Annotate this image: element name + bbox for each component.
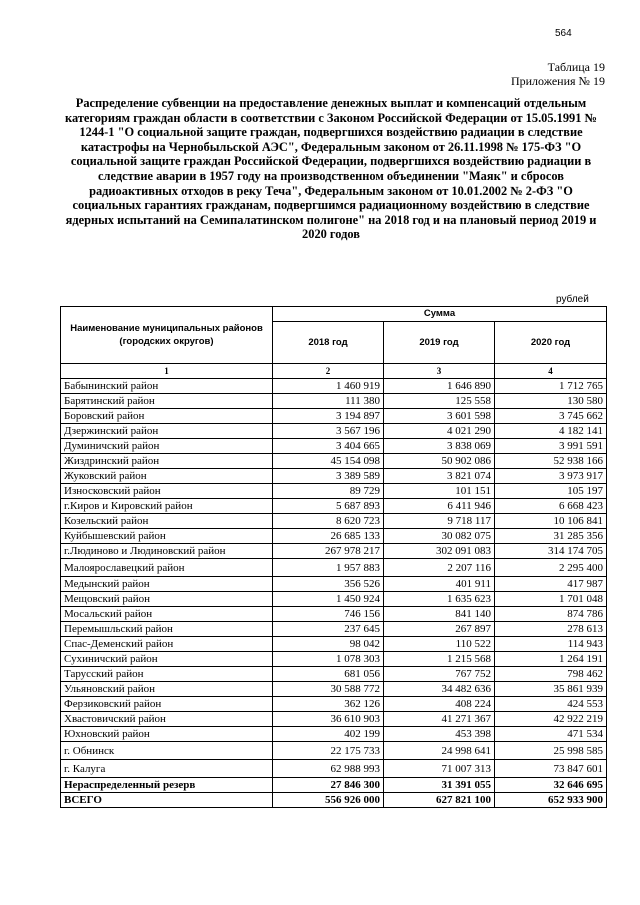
district-name-cell: Сухиничский район xyxy=(61,652,273,667)
amount-2018-cell: 1 078 303 xyxy=(273,652,384,667)
amount-2019-cell: 3 601 598 xyxy=(384,409,495,424)
column-number: 3 xyxy=(384,364,495,379)
district-name-cell: Малоярославецкий район xyxy=(61,559,273,577)
table-row xyxy=(61,607,607,622)
district-name-cell: Думиничский район xyxy=(61,439,273,454)
amount-2019-cell: 3 838 069 xyxy=(384,439,495,454)
amount-2018-cell: 3 194 897 xyxy=(273,409,384,424)
amount-2018-cell: 1 450 924 xyxy=(273,592,384,607)
table-row xyxy=(61,454,607,469)
amount-2020-cell: 35 861 939 xyxy=(495,682,607,697)
district-name-cell: Боровский район xyxy=(61,409,273,424)
district-name-cell: Хвастовичский район xyxy=(61,712,273,727)
amount-2019-cell: 1 215 568 xyxy=(384,652,495,667)
amount-2019-cell: 4 021 290 xyxy=(384,424,495,439)
table-row xyxy=(61,697,607,712)
subvention-table xyxy=(60,306,607,808)
amount-2019-cell: 408 224 xyxy=(384,697,495,712)
amount-2020-cell: 874 786 xyxy=(495,607,607,622)
amount-2018-cell: 36 610 903 xyxy=(273,712,384,727)
district-name-cell: Перемышльский район xyxy=(61,622,273,637)
amount-2019-cell: 1 646 890 xyxy=(384,379,495,394)
amount-2020-cell: 73 847 601 xyxy=(495,760,607,778)
amount-2018-cell: 3 567 196 xyxy=(273,424,384,439)
amount-2020-cell: 52 938 166 xyxy=(495,454,607,469)
district-name-cell: Ульяновский район xyxy=(61,682,273,697)
amount-2018-cell: 98 042 xyxy=(273,637,384,652)
district-name-cell: Дзержинский район xyxy=(61,424,273,439)
district-name-cell: Износковский район xyxy=(61,484,273,499)
amount-2020-cell: 4 182 141 xyxy=(495,424,607,439)
amount-2019-cell: 302 091 083 xyxy=(384,544,495,559)
amount-2020-cell: 6 668 423 xyxy=(495,499,607,514)
amount-2019-cell: 24 998 641 xyxy=(384,742,495,760)
district-name-cell: Медынский район xyxy=(61,577,273,592)
amount-2019-cell: 71 007 313 xyxy=(384,760,495,778)
table-row xyxy=(61,592,607,607)
amount-2019-cell: 453 398 xyxy=(384,727,495,742)
amount-2020-cell: 114 943 xyxy=(495,637,607,652)
table-row xyxy=(61,727,607,742)
district-name-cell: Спас-Деменский район xyxy=(61,637,273,652)
amount-2018-cell: 26 685 133 xyxy=(273,529,384,544)
amount-2020-cell: 1 712 765 xyxy=(495,379,607,394)
amount-2018-cell: 8 620 723 xyxy=(273,514,384,529)
district-name-cell: г.Киров и Кировский район xyxy=(61,499,273,514)
amount-2018-cell: 3 404 665 xyxy=(273,439,384,454)
district-name-cell: Бабынинский район xyxy=(61,379,273,394)
amount-2018-cell: 22 175 733 xyxy=(273,742,384,760)
table-reference xyxy=(455,60,605,88)
amount-2018-cell: 362 126 xyxy=(273,697,384,712)
district-name-cell: Тарусский район xyxy=(61,667,273,682)
district-name-cell: ВСЕГО xyxy=(61,793,273,808)
table-row xyxy=(61,682,607,697)
amount-2018-cell: 746 156 xyxy=(273,607,384,622)
table-row xyxy=(61,622,607,637)
district-name-cell: г. Обнинск xyxy=(61,742,273,760)
amount-2018-cell: 111 380 xyxy=(273,394,384,409)
amount-2020-cell: 42 922 219 xyxy=(495,712,607,727)
header-name: Наименование муниципальных районов (городских округов) xyxy=(61,307,273,364)
amount-2019-cell: 267 897 xyxy=(384,622,495,637)
district-name-cell: Мосальский район xyxy=(61,607,273,622)
total-row xyxy=(61,793,607,808)
district-name-cell: Нераспределенный резерв xyxy=(61,778,273,793)
amount-2019-cell: 767 752 xyxy=(384,667,495,682)
amount-2020-cell: 3 973 917 xyxy=(495,469,607,484)
amount-2018-cell: 267 978 217 xyxy=(273,544,384,559)
amount-2019-cell: 125 558 xyxy=(384,394,495,409)
table-row xyxy=(61,409,607,424)
district-name-cell: Козельский район xyxy=(61,514,273,529)
amount-2020-cell: 278 613 xyxy=(495,622,607,637)
document-title: Распределение субвенции на предоставление денежных выплат и компенсаций отдельным категориям граждан области в соответствии с Законом Российской Федерации от 15.05.1991 № 1244-1 "О социальной защите граждан, подвергшихся воздействию радиации в следствие катастрофы на Чернобыльской АЭС", Федеральным законом от 26.11.1998 № 175-ФЗ "О социальной защите граждан Российской Федерации, подвергшихся воздействию радиации в следствие аварии в 1957 году на производственном объединении "Маяк" и сбросов радиоактивных отходов в реку Теча", Федеральным законом от 10.01.2002 № 2-ФЗ "О социальных гарантиях гражданам, подвергшимся радиационному воздействию в следствие ядерных испытаний на Семипалатинском полигоне" на 2018 год и на плановый период 2019 и 2020 годов xyxy=(65,96,597,242)
table-row xyxy=(61,559,607,577)
amount-2020-cell: 25 998 585 xyxy=(495,742,607,760)
amount-2020-cell: 1 264 191 xyxy=(495,652,607,667)
amount-2020-cell: 1 701 048 xyxy=(495,592,607,607)
amount-2018-cell: 1 460 919 xyxy=(273,379,384,394)
amount-2019-cell: 50 902 086 xyxy=(384,454,495,469)
table-row xyxy=(61,469,607,484)
amount-2019-cell: 3 821 074 xyxy=(384,469,495,484)
table-row xyxy=(61,742,607,760)
amount-2019-cell: 9 718 117 xyxy=(384,514,495,529)
header-2020: 2020 год xyxy=(495,322,607,364)
amount-2018-cell: 1 957 883 xyxy=(273,559,384,577)
amount-2018-cell: 356 526 xyxy=(273,577,384,592)
table-row xyxy=(61,394,607,409)
unit-label: рублей xyxy=(556,294,589,305)
table-row xyxy=(61,484,607,499)
amount-2020-cell: 417 987 xyxy=(495,577,607,592)
amount-2018-cell: 30 588 772 xyxy=(273,682,384,697)
table-row xyxy=(61,577,607,592)
table-row xyxy=(61,637,607,652)
table-row xyxy=(61,424,607,439)
amount-2019-cell: 31 391 055 xyxy=(384,778,495,793)
amount-2020-cell: 471 534 xyxy=(495,727,607,742)
table-row xyxy=(61,514,607,529)
amount-2018-cell: 5 687 893 xyxy=(273,499,384,514)
page-number: 564 xyxy=(555,28,572,39)
amount-2019-cell: 41 271 367 xyxy=(384,712,495,727)
amount-2018-cell: 402 199 xyxy=(273,727,384,742)
amount-2018-cell: 27 846 300 xyxy=(273,778,384,793)
amount-2018-cell: 681 056 xyxy=(273,667,384,682)
amount-2020-cell: 652 933 900 xyxy=(495,793,607,808)
header-sum: Сумма xyxy=(273,307,607,322)
table-row xyxy=(61,544,607,559)
amount-2020-cell: 3 745 662 xyxy=(495,409,607,424)
amount-2020-cell: 10 106 841 xyxy=(495,514,607,529)
district-name-cell: г. Калуга xyxy=(61,760,273,778)
table-number: Таблица 19 xyxy=(547,60,605,74)
amount-2019-cell: 2 207 116 xyxy=(384,559,495,577)
table-row xyxy=(61,667,607,682)
district-name-cell: г.Людиново и Людиновский район xyxy=(61,544,273,559)
table-row xyxy=(61,439,607,454)
amount-2019-cell: 30 082 075 xyxy=(384,529,495,544)
reserve-row xyxy=(61,778,607,793)
district-name-cell: Барятинский район xyxy=(61,394,273,409)
amount-2018-cell: 45 154 098 xyxy=(273,454,384,469)
table-row xyxy=(61,499,607,514)
table-row xyxy=(61,760,607,778)
amount-2019-cell: 6 411 946 xyxy=(384,499,495,514)
header-2019: 2019 год xyxy=(384,322,495,364)
amount-2019-cell: 841 140 xyxy=(384,607,495,622)
amount-2020-cell: 32 646 695 xyxy=(495,778,607,793)
column-number: 1 xyxy=(61,364,273,379)
amount-2019-cell: 627 821 100 xyxy=(384,793,495,808)
amount-2018-cell: 556 926 000 xyxy=(273,793,384,808)
column-number: 2 xyxy=(273,364,384,379)
amount-2020-cell: 314 174 705 xyxy=(495,544,607,559)
district-name-cell: Жуковский район xyxy=(61,469,273,484)
amount-2018-cell: 237 645 xyxy=(273,622,384,637)
table-body xyxy=(61,379,607,808)
amount-2018-cell: 89 729 xyxy=(273,484,384,499)
table-row xyxy=(61,652,607,667)
amount-2020-cell: 130 580 xyxy=(495,394,607,409)
amount-2020-cell: 798 462 xyxy=(495,667,607,682)
appendix-number: Приложения № 19 xyxy=(510,74,605,88)
amount-2019-cell: 401 911 xyxy=(384,577,495,592)
column-number: 4 xyxy=(495,364,607,379)
amount-2019-cell: 1 635 623 xyxy=(384,592,495,607)
table-row xyxy=(61,529,607,544)
amount-2020-cell: 424 553 xyxy=(495,697,607,712)
district-name-cell: Куйбышевский район xyxy=(61,529,273,544)
district-name-cell: Ферзиковский район xyxy=(61,697,273,712)
district-name-cell: Жиздринский район xyxy=(61,454,273,469)
amount-2019-cell: 110 522 xyxy=(384,637,495,652)
table-row xyxy=(61,379,607,394)
amount-2020-cell: 3 991 591 xyxy=(495,439,607,454)
amount-2019-cell: 101 151 xyxy=(384,484,495,499)
amount-2020-cell: 105 197 xyxy=(495,484,607,499)
amount-2019-cell: 34 482 636 xyxy=(384,682,495,697)
district-name-cell: Юхновский район xyxy=(61,727,273,742)
amount-2020-cell: 31 285 356 xyxy=(495,529,607,544)
amount-2020-cell: 2 295 400 xyxy=(495,559,607,577)
district-name-cell: Мещовский район xyxy=(61,592,273,607)
table-row xyxy=(61,712,607,727)
header-2018: 2018 год xyxy=(273,322,384,364)
amount-2018-cell: 3 389 589 xyxy=(273,469,384,484)
amount-2018-cell: 62 988 993 xyxy=(273,760,384,778)
